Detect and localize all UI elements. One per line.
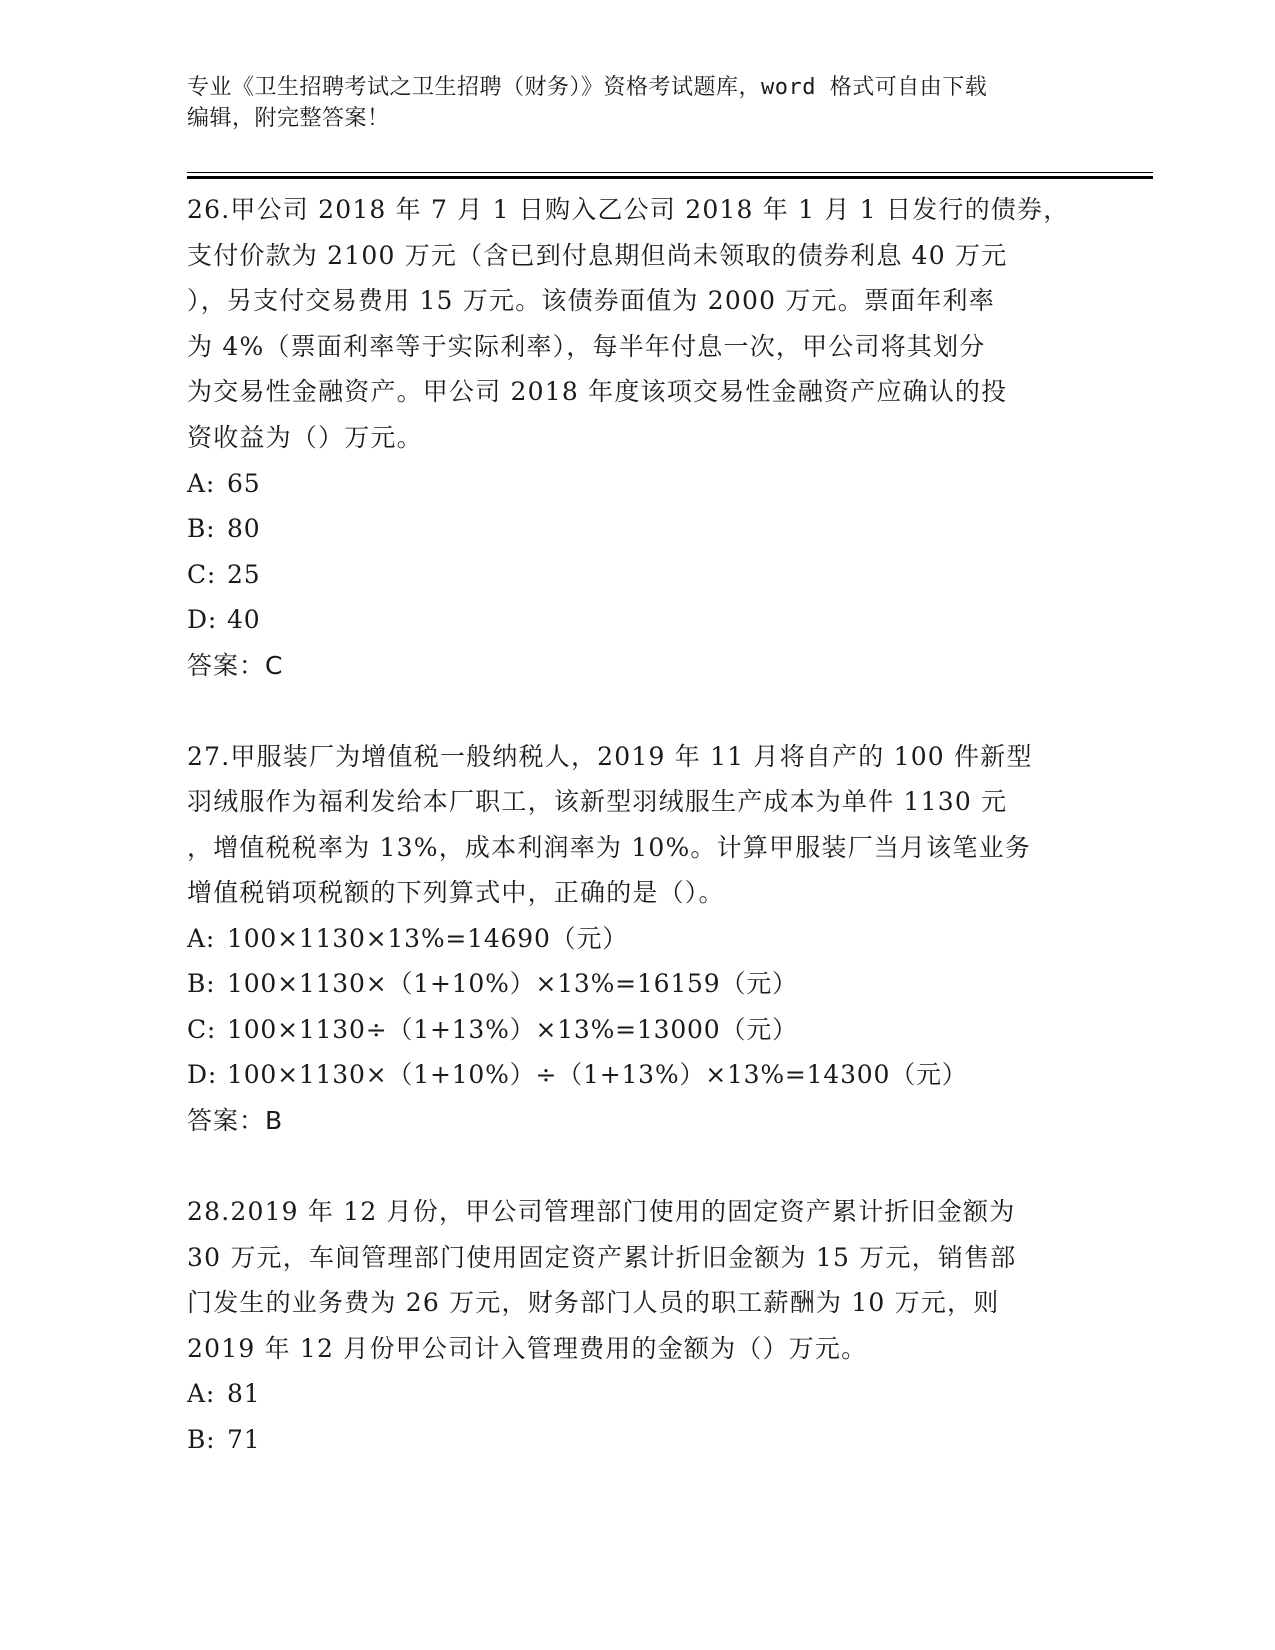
document-header	[187, 72, 1087, 134]
option-text: 81	[227, 1379, 261, 1409]
question-spacer	[187, 1143, 1087, 1189]
question-line: 门发生的业务费为 26 万元，财务部门人员的职工薪酬为 10 万元，则	[187, 1288, 1000, 1318]
question-line: 羽绒服作为福利发给本厂职工，该新型羽绒服生产成本为单件 1130 元	[187, 787, 1008, 817]
option-text: 65	[227, 468, 261, 498]
question-line: ，增值税税率为 13%，成本利润率为 10%。计算甲服装厂当月该笔业务	[187, 832, 1032, 862]
question-line: ），另支付交易费用 15 万元。该债券面值为 2000 万元。票面年利率	[187, 286, 995, 316]
question-line: 支付价款为 2100 万元（含已到付息期但尚未领取的债券利息 40 万元	[187, 240, 1008, 270]
option-letter: A:	[187, 923, 216, 953]
option-text: 100×1130×（1+10%）÷（1+13%）×13%=14300（元）	[227, 1060, 968, 1090]
header-line-2: 编辑，附完整答案！	[187, 106, 390, 131]
question-line: 为 4%（票面利率等于实际利率），每半年付息一次，甲公司将其划分	[187, 331, 986, 361]
question-line: 26.甲公司 2018 年 7 月 1 日购入乙公司 2018 年 1 月 1 日发行的债券，	[187, 195, 1070, 224]
option-b	[187, 1417, 1087, 1463]
question-27	[187, 734, 1087, 1143]
option-letter: D:	[187, 1060, 218, 1090]
question-line: 27.甲服装厂为增值税一般纳税人，2019 年 11 月将自产的 100 件新型	[187, 741, 1033, 771]
option-text: 100×1130×（1+10%）×13%=16159（元）	[227, 969, 798, 999]
option-b	[187, 961, 1087, 1007]
option-c	[187, 1007, 1087, 1053]
option-letter: D:	[187, 605, 218, 635]
option-d	[187, 1052, 1087, 1098]
option-list	[187, 1371, 1087, 1462]
answer-label: 答案：B	[187, 1105, 284, 1135]
option-text: 80	[227, 514, 261, 544]
option-letter: C:	[187, 1014, 217, 1044]
option-list	[187, 916, 1087, 1098]
question-28	[187, 1189, 1087, 1462]
question-line: 增值税销项税额的下列算式中，正确的是（）。	[187, 878, 725, 908]
option-a	[187, 916, 1087, 962]
option-letter: C:	[187, 559, 217, 589]
option-a	[187, 1371, 1087, 1417]
question-line: 为交易性金融资产。甲公司 2018 年度该项交易性金融资产应确认的投	[187, 377, 1008, 407]
option-d	[187, 597, 1087, 643]
option-text: 100×1130×13%=14690（元）	[227, 923, 629, 953]
question-26	[187, 187, 1087, 688]
option-text: 25	[227, 559, 261, 589]
answer-label: 答案：C	[187, 650, 284, 680]
option-letter: B:	[187, 969, 216, 999]
option-letter: A:	[187, 468, 216, 498]
question-text	[187, 1189, 1087, 1371]
question-text	[187, 187, 1087, 461]
option-text: 100×1130÷（1+13%）×13%=13000（元）	[227, 1014, 798, 1044]
option-c	[187, 552, 1087, 598]
question-text	[187, 734, 1087, 916]
header-divider-thick	[187, 176, 1153, 179]
question-line: 30 万元，车间管理部门使用固定资产累计折旧金额为 15 万元，销售部	[187, 1242, 1017, 1272]
option-list	[187, 461, 1087, 643]
option-letter: B:	[187, 1424, 216, 1454]
question-list	[187, 187, 1087, 1462]
option-text: 40	[227, 605, 261, 635]
option-b	[187, 506, 1087, 552]
question-spacer	[187, 688, 1087, 734]
question-line: 资收益为（）万元。	[187, 422, 423, 452]
question-line: 2019 年 12 月份甲公司计入管理费用的金额为（）万元。	[187, 1333, 868, 1363]
option-letter: A:	[187, 1379, 216, 1409]
option-text: 71	[227, 1424, 261, 1454]
option-a	[187, 461, 1087, 507]
header-line-1: 专业《卫生招聘考试之卫生招聘（财务）》资格考试题库，word 格式可自由下载	[187, 75, 988, 100]
header-divider-thin	[187, 172, 1153, 173]
question-line: 28.2019 年 12 月份，甲公司管理部门使用的固定资产累计折旧金额为	[187, 1196, 1016, 1226]
option-letter: B:	[187, 514, 216, 544]
